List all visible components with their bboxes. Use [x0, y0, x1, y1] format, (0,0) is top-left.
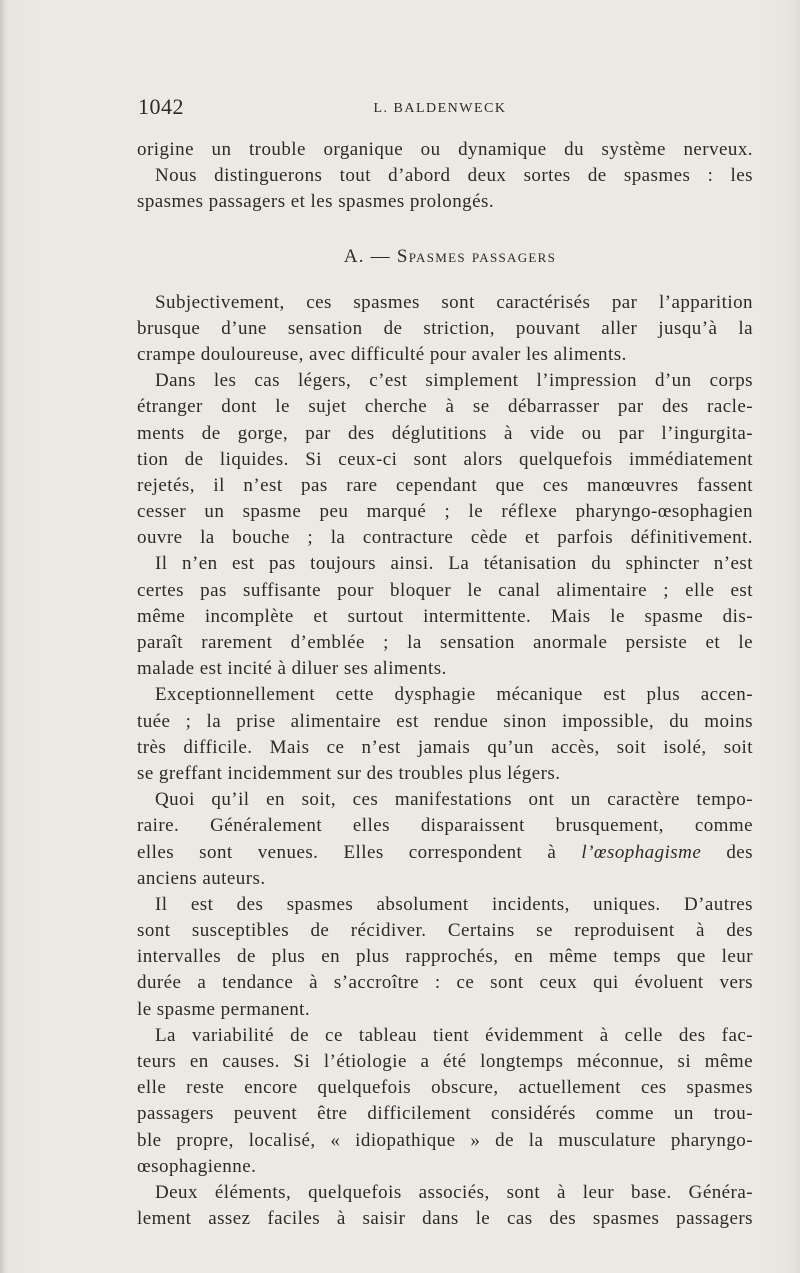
italic-term: l’œsophagisme [581, 841, 702, 863]
text-line: Quoi qu’il en soit, ces manifestations ont un caractère tempo- [155, 789, 753, 811]
text-line: ments de gorge, par des déglutitions à vide ou par l’ingurgita- [137, 422, 753, 444]
text-line: paraît rarement d’emblée ; la sensation anormale persiste et le [137, 632, 753, 653]
section-heading [137, 242, 753, 272]
text-line: Dans les cas légers, c’est simplement l’impression d’un corps [155, 370, 753, 392]
text-line: se greffant incidemment sur des troubles plus légers. [137, 762, 561, 784]
body-text [137, 137, 753, 1232]
section-title: Spasmes passagers [396, 245, 557, 267]
text-line: passagers peuvent être difficilement considérés comme un trou- [137, 1103, 753, 1125]
text-line: ouvre la bouche ; la contracture cède et parfois définitivement. [137, 527, 753, 549]
text-line: Exceptionnellement cette dysphagie mécanique est plus accen- [155, 684, 753, 706]
text-line: durée a tendance à s’accroître : ce sont ceux qui évoluent vers [137, 972, 753, 994]
text-fragment: des [726, 841, 753, 863]
text-line: cesser un spasme peu marqué ; le réflexe pharyngo-œsophagien [137, 501, 753, 523]
text-line: étranger dont le sujet cherche à se débarrasser par des racle- [137, 396, 753, 418]
text-line: lement assez faciles à saisir dans le cas des spasmes passagers [137, 1208, 753, 1230]
text-line: teurs en causes. Si l’étiologie a été longtemps méconnue, si même [137, 1051, 753, 1072]
text-line: crampe douloureuse, avec difficulté pour avaler les aliments. [137, 343, 627, 365]
text-line: intervalles de plus en plus rapprochés, en même temps que leur [137, 946, 753, 968]
section-prefix: A. — [343, 245, 391, 267]
text-fragment: elles sont venues. Elles correspondent à [137, 841, 557, 863]
spacer [137, 216, 753, 242]
text-line: Nous distinguerons tout d’abord deux sortes de spasmes : les [155, 165, 753, 187]
text-line: Il est des spasmes absolument incidents, uniques. D’autres [155, 893, 753, 915]
text-line: Deux éléments, quelquefois associés, sont à leur base. Généra- [155, 1181, 753, 1203]
text-line: le spasme permanent. [137, 998, 311, 1020]
text-line-with-italic [137, 840, 753, 866]
page-number: 1042 [138, 94, 184, 119]
text-line: elle reste encore quelquefois obscure, actuellement ces spasmes [137, 1077, 753, 1099]
page-binding-edge [0, 0, 6, 1273]
text-line: rejetés, il n’est pas rare cependant que ces manœuvres fassent [137, 474, 753, 496]
text-line: tion de liquides. Si ceux-ci sont alors quelquefois immédiatement [137, 448, 753, 470]
text-line: malade est incité à diluer ses aliments. [137, 658, 447, 680]
text-line: œsophagienne. [137, 1155, 257, 1177]
text-line: certes pas suffisante pour bloquer le canal alimentaire ; elle est [137, 579, 753, 601]
text-line: sont susceptibles de récidiver. Certains se reproduisent à des [137, 920, 753, 942]
text-line: tuée ; la prise alimentaire est rendue sinon impossible, du moins [137, 710, 753, 732]
text-line: Subjectivement, ces spasmes sont caractérisés par l’apparition [155, 291, 753, 313]
running-head: L. BALDENWECK [373, 101, 507, 116]
text-line: Il n’en est pas toujours ainsi. La tétanisation du sphincter n’est [155, 553, 753, 575]
text-line: La variabilité de ce tableau tient évidemment à celle des fac- [155, 1024, 753, 1046]
text-line: même incomplète et surtout intermittente. Mais le spasme dis- [137, 605, 753, 627]
text-line: très difficile. Mais ce n’est jamais qu’un accès, soit isolé, soit [137, 736, 753, 758]
text-line: origine un trouble organique ou dynamique du système nerveux. [137, 139, 753, 160]
text-line: spasmes passagers et les spasmes prolongés. [137, 191, 495, 213]
text-line: brusque d’une sensation de striction, pouvant aller jusqu’à la [137, 317, 753, 339]
spacer [137, 272, 753, 290]
text-line: ble propre, localisé, « idiopathique » de la musculature pharyngo- [137, 1129, 753, 1151]
text-line: anciens auteurs. [137, 867, 266, 889]
text-line: raire. Généralement elles disparaissent brusquement, comme [137, 815, 753, 837]
